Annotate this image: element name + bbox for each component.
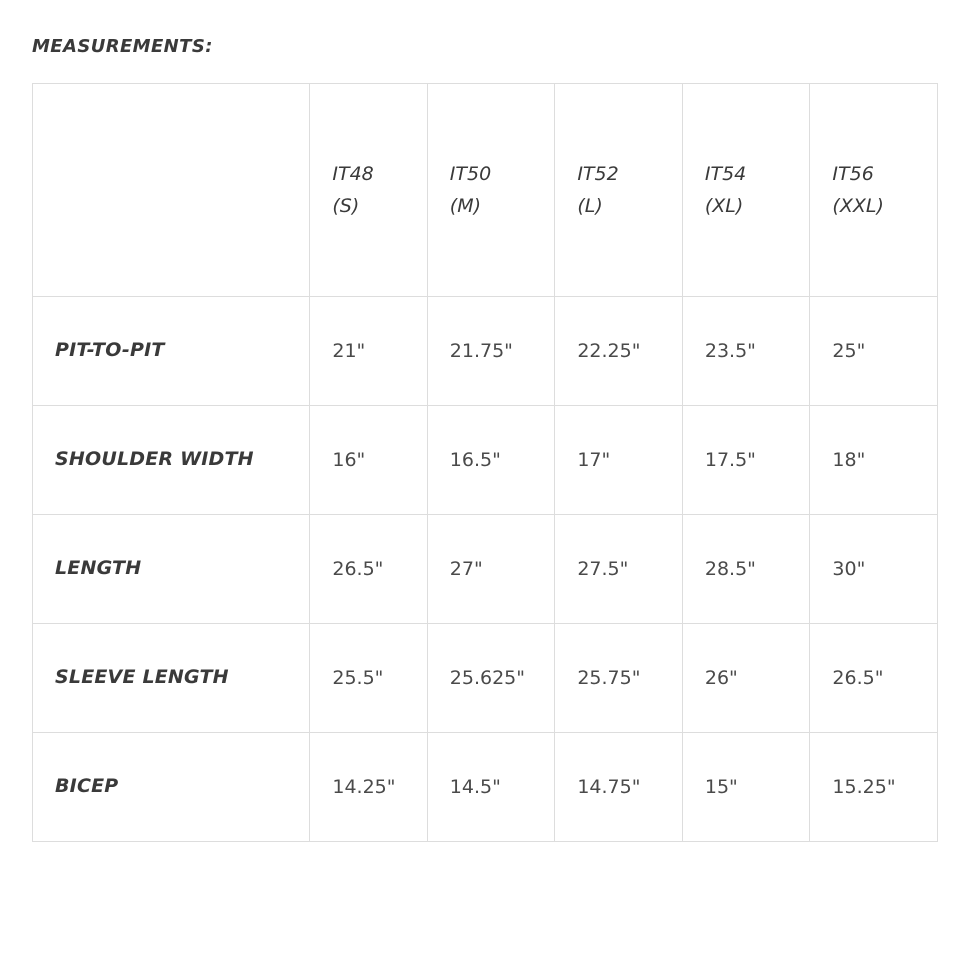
size-alias: (XL) <box>704 195 744 217</box>
measurements-table <box>32 83 938 842</box>
cell-value: 28.5" <box>682 515 810 624</box>
row-label-pit-to-pit: PIT-TO-PIT <box>33 297 310 406</box>
size-code: IT52 <box>577 162 619 185</box>
cell-value: 26.5" <box>810 624 938 733</box>
table-row <box>33 624 938 733</box>
size-alias: (L) <box>577 195 603 217</box>
header-row <box>33 84 938 297</box>
size-alias: (XXL) <box>832 195 884 217</box>
cell-value: 15.25" <box>810 733 938 842</box>
cell-value: 30" <box>810 515 938 624</box>
table-row <box>33 406 938 515</box>
cell-value: 16.5" <box>427 406 555 515</box>
cell-value: 26.5" <box>310 515 427 624</box>
cell-value: 25.5" <box>310 624 427 733</box>
cell-value: 18" <box>810 406 938 515</box>
cell-value: 21.75" <box>427 297 555 406</box>
table-row <box>33 733 938 842</box>
cell-value: 22.25" <box>555 297 683 406</box>
cell-value: 23.5" <box>682 297 810 406</box>
row-label-sleeve-length: SLEEVE LENGTH <box>33 624 310 733</box>
size-header-it54 <box>682 84 810 297</box>
cell-value: 25.625" <box>427 624 555 733</box>
cell-value: 27.5" <box>555 515 683 624</box>
cell-value: 17.5" <box>682 406 810 515</box>
cell-value: 25" <box>810 297 938 406</box>
cell-value: 14.25" <box>310 733 427 842</box>
cell-value: 14.5" <box>427 733 555 842</box>
size-alias: (M) <box>449 195 481 217</box>
cell-value: 14.75" <box>555 733 683 842</box>
row-label-bicep: BICEP <box>33 733 310 842</box>
cell-value: 25.75" <box>555 624 683 733</box>
cell-value: 15" <box>682 733 810 842</box>
table-row <box>33 515 938 624</box>
cell-value: 27" <box>427 515 555 624</box>
size-header-it56 <box>810 84 938 297</box>
size-header-it50 <box>427 84 555 297</box>
corner-cell <box>33 84 310 297</box>
size-code: IT54 <box>704 162 747 185</box>
row-label-shoulder-width: SHOULDER WIDTH <box>33 406 310 515</box>
size-header-it52 <box>555 84 683 297</box>
table-row <box>33 297 938 406</box>
size-code: IT48 <box>332 162 374 185</box>
page-title: MEASUREMENTS: <box>32 36 213 57</box>
size-header-it48 <box>310 84 427 297</box>
table-header <box>33 84 938 297</box>
size-code: IT56 <box>832 162 874 185</box>
size-alias: (S) <box>332 195 360 217</box>
row-label-length: LENGTH <box>33 515 310 624</box>
cell-value: 16" <box>310 406 427 515</box>
size-code: IT50 <box>449 162 492 185</box>
cell-value: 26" <box>682 624 810 733</box>
cell-value: 17" <box>555 406 683 515</box>
table-body <box>33 297 938 842</box>
cell-value: 21" <box>310 297 427 406</box>
